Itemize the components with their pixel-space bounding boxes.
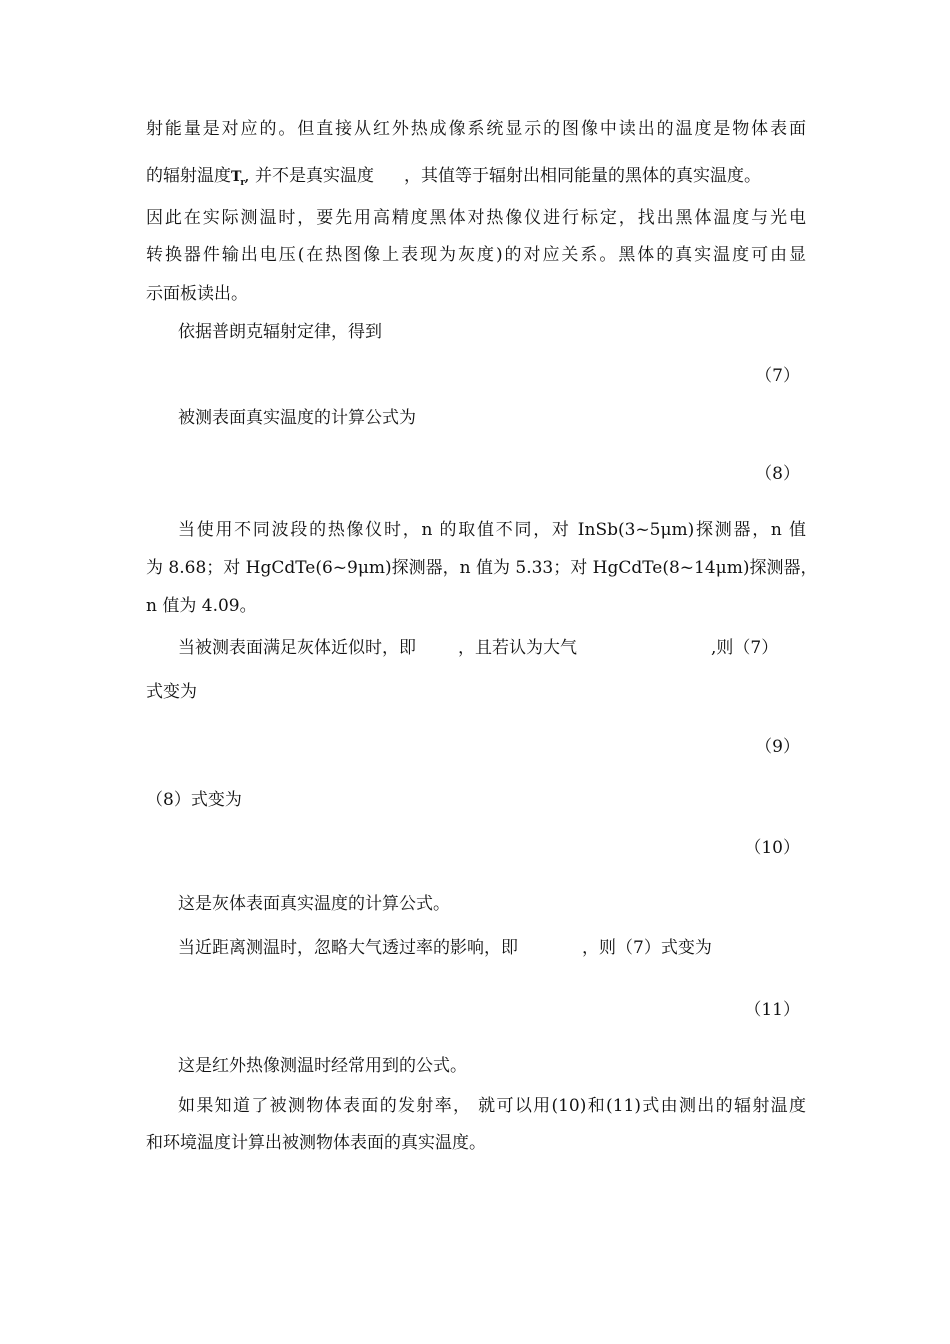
paragraph-line — [178, 936, 806, 960]
text-span: ,则（7） — [711, 638, 779, 658]
paragraph-line: 被测表面真实温度的计算公式为 — [178, 408, 416, 428]
paragraph-line — [146, 164, 806, 195]
text-span: 的辐射温度 — [146, 166, 231, 186]
paragraph-line: 转换器件输出电压(在热图像上表现为灰度)的对应关系。黑体的真实温度可由显 — [146, 245, 806, 265]
equation-number: （7） — [755, 366, 800, 386]
text-span: ，其值等于辐射出相同能量的黑体的真实温度。 — [403, 166, 761, 186]
equation-number: （9） — [755, 737, 800, 757]
paragraph-line: 为 8.68；对 HgCdTe(6~9μm)探测器，n 值为 5.33；对 HgCdTe(8~14μm)探测器， — [146, 558, 818, 578]
paragraph-line: 依据普朗克辐射定律，得到 — [178, 322, 382, 342]
paragraph-line: 这是灰体表面真实温度的计算公式。 — [178, 894, 450, 914]
text-span: 当被测表面满足灰体近似时，即 — [178, 638, 416, 658]
text-span: 当近距离测温时，忽略大气透过率的影响，即 — [178, 938, 518, 958]
text-span: ，且若认为大气 — [458, 638, 577, 658]
paragraph-line: n 值为 4.09。 — [146, 596, 257, 616]
paragraph-line: 射能量是对应的。但直接从红外热成像系统显示的图像中读出的温度是物体表面 — [146, 119, 806, 139]
paragraph-line: 这是红外热像测温时经常用到的公式。 — [178, 1056, 467, 1076]
text-span: , 并不是真实温度 — [244, 166, 374, 186]
paragraph-line: 如果知道了被测物体表面的发射率， 就可以用(10)和(11)式由测出的辐射温度 — [178, 1096, 806, 1116]
text-span: ，则（7）式变为 — [582, 938, 712, 958]
paragraph-line: 和环境温度计算出被测物体表面的真实温度。 — [146, 1133, 486, 1153]
equation-number: （11） — [744, 1000, 800, 1020]
paragraph-line: 示面板读出。 — [146, 284, 248, 304]
paragraph-line — [178, 636, 806, 660]
equation-number: （8） — [755, 464, 800, 484]
paragraph-line: 因此在实际测温时，要先用高精度黑体对热像仪进行标定，找出黑体温度与光电 — [146, 208, 806, 228]
paragraph-line: 式变为 — [146, 682, 197, 702]
paragraph-line: 当使用不同波段的热像仪时，n 的取值不同，对 InSb(3~5μm)探测器，n 值 — [178, 520, 806, 540]
radiation-temperature-symbol: $T_r$ — [231, 169, 245, 188]
paragraph-line: （8）式变为 — [146, 790, 242, 810]
equation-number: （10） — [744, 838, 800, 858]
